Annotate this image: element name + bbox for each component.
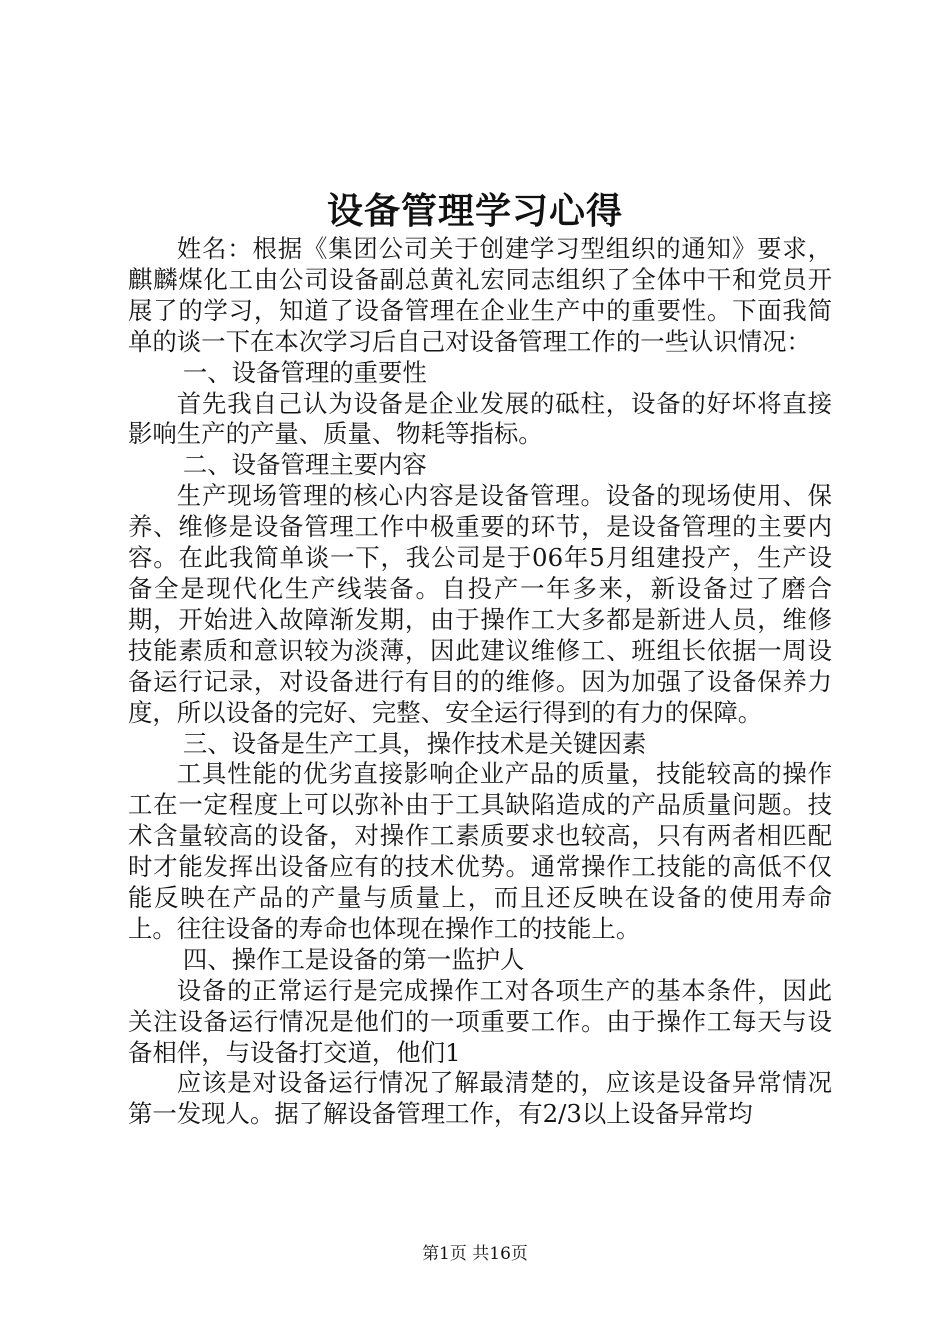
paragraph-tools-skills: 工具性能的优劣直接影响企业产品的质量，技能较高的操作工在一定程度上可以弥补由于工具缺陷造成的产品质量问题。技术含量较高的设备，对操作工素质要求也较高，只有两者相匹配时才能发挥出设备应有的技术优势。通常操作工技能的高低不仅能反映在产品的产量与质量上，而且还反映在设备的使用寿命上。往往设备的寿命也体现在操作工的技能上。: [128, 759, 832, 943]
page-number-footer: 第1页 共16页: [422, 1244, 528, 1264]
document-body: [128, 234, 832, 1130]
paragraph-importance: 首先我自己认为设备是企业发展的砥柱，设备的好坏将直接影响生产的产量、质量、物耗等指标。: [128, 388, 832, 449]
paragraph-intro: 姓名：根据《集团公司关于创建学习型组织的通知》要求，麒麟煤化工由公司设备副总黄礼宏同志组织了全体中干和党员开展了的学习，知道了设备管理在企业生产中的重要性。下面我简单的谈一下在本次学习后自己对设备管理工作的一些认识情况：: [128, 234, 832, 356]
document-title: 设备管理学习心得: [326, 190, 623, 232]
section-heading-4: 四、操作工是设备的第一监护人: [182, 944, 525, 974]
paragraph-operator-continued: 应该是对设备运行情况了解最清楚的，应该是设备异常情况第一发现人。据了解设备管理工作，有2/3以上设备异常均: [128, 1068, 832, 1129]
paragraph-operator-guardian: 设备的正常运行是完成操作工对各项生产的基本条件，因此关注设备运行情况是他们的一项重要工作。由于操作工每天与设备相伴，与设备打交道，他们1: [128, 975, 832, 1067]
section-heading-3: 三、设备是生产工具，操作技术是关键因素: [182, 728, 647, 758]
section-heading-1: 一、设备管理的重要性: [182, 357, 427, 387]
paragraph-main-content: 生产现场管理的核心内容是设备管理。设备的现场使用、保养、维修是设备管理工作中极重要的环节，是设备管理的主要内容。在此我简单谈一下，我公司是于06年5月组建投产，生产设备全是现代化生产线装备。自投产一年多来，新设备过了磨合期，开始进入故障渐发期，由于操作工大多都是新进人员，维修技能素质和意识较为淡薄，因此建议维修工、班组长依据一周设备运行记录，对设备进行有目的的维修。因为加强了设备保养力度，所以设备的完好、完整、安全运行得到的有力的保障。: [128, 481, 832, 727]
section-heading-2: 二、设备管理主要内容: [182, 450, 427, 480]
